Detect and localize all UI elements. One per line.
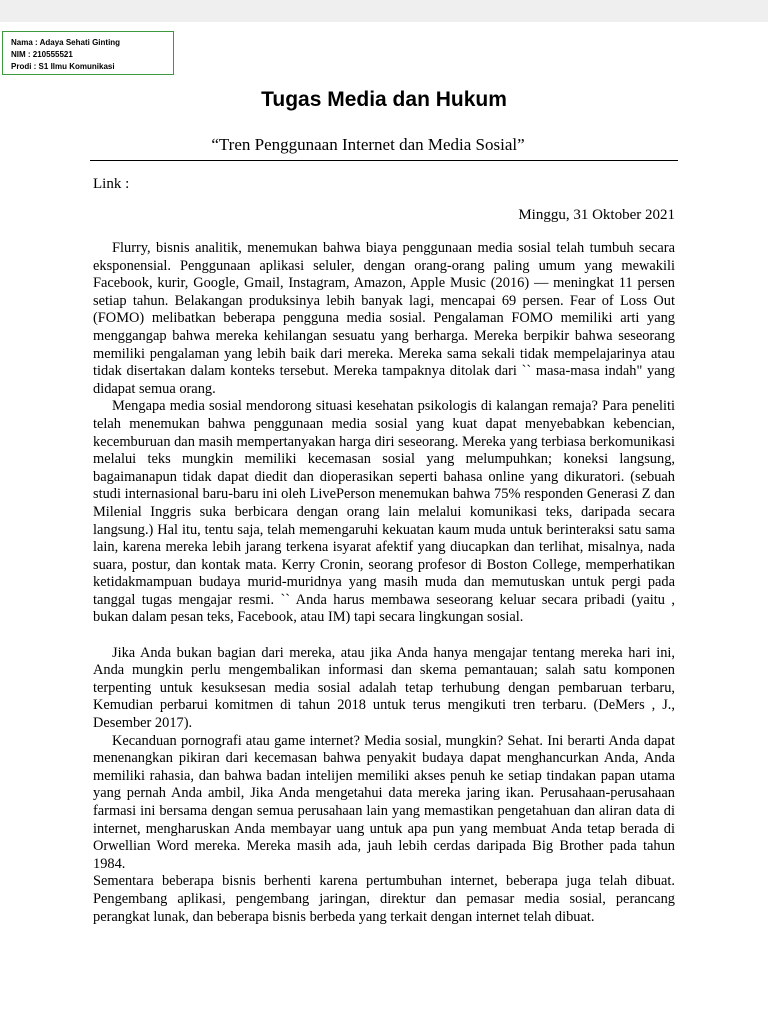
document-subtitle: “Tren Penggunaan Internet dan Media Sosial” [211,135,525,154]
link-label: Link : [93,176,130,192]
student-info-box [2,31,174,75]
document-body [93,240,675,926]
paragraph-4: Kecanduan pornografi atau game internet? Media sosial, mungkin? Sehat. Ini berarti Anda dapat menenangkan pikiran dari kecemasan bahwa penyakit budaya dapat menghancurkan Anda, Anda memiliki rahasia, dan bahwa badan intelijen memiliki akses penuh ke setiap tindakan papan utama yang pernah Anda ambil, Jika Anda mengetahui data mereka jaring ikan. Perusahaan-perusahaan farmasi ini bersama dengan semua perusahaan lain yang memastikan pengetahuan dan aliran data di internet, mengharuskan Anda membayar uang untuk apa pun yang membuat Anda tetap berada di Orwellian Word mereka. Mereka masih ada, jauh lebih cerdas daripada Big Brother pada tahun 1984. [93,732,675,872]
viewer-top-bar [0,0,768,22]
paragraph-3: Jika Anda bukan bagian dari mereka, atau jika Anda hanya mengajar tentang mereka hari ini, Anda mungkin perlu mengembalikan informasi dan skema pemantauan; salah satu komponen terpenting untuk kesuksesan media sosial adalah tetap terhubung dengan pembaruan terbaru, Kemudian perbarui komitmen di tahun 2018 untuk terus mengikuti tren terbaru. (DeMers , J., Desember 2017). [93,644,675,732]
document-date: Minggu, 31 Oktober 2021 [518,207,675,223]
paragraph-1: Flurry, bisnis analitik, menemukan bahwa biaya penggunaan media sosial telah tumbuh secara eksponensial. Penggunaan aplikasi seluler, dengan orang-orang paling umum yang mewakili Facebook, kurir, Google, Gmail, Instagram, Amazon, Apple Music (2016) — meningkat 11 persen setiap tahun. Belakangan produksinya lebih banyak lagi, mencapai 69 persen. Fear of Loss Out (FOMO) melibatkan beberapa pengguna media sosial. Pengalaman FOMO memiliki arti yang menggangap bahwa mereka kehilangan sesuatu yang berharga. Mereka berpikir bahwa seseorang memiliki pengalaman yang lebih baik dari mereka. Mereka sama sekali tidak mempelajarinya atau tidak disertakan dalam konteks tersebut. Mereka tampaknya ditolak dari `` masa-masa indah" yang didapat semua orang. [93,240,675,397]
student-name: Nama : Adaya Sehati Ginting [11,38,121,47]
student-nim: NIM : 210555521 [11,50,73,59]
student-prodi: Prodi : S1 Ilmu Komunikasi [11,62,115,71]
paragraph-2: Mengapa media sosial mendorong situasi kesehatan psikologis di kalangan remaja? Para peneliti telah menemukan bahwa penggunaan media sosial yang kuat dapat menyebabkan kebencian, kecemburuan dan masih mempertanyakan harga diri seseorang. Mereka yang terbiasa berkomunikasi melalui teks mungkin memiliki kecemasan sosial yang melumpuhkan; koneksi langsung, bagaimanapun tidak dapat diedit dan dioperasikan seperti bahasa online yang dikuratori. (sebuah studi internasional baru-baru ini oleh LivePerson menemukan bahwa 75% responden Generasi Z dan Milenial Inggris suka berbicara dengan orang lain melalui komunikasi teks, daripada secara langsung.) Hal itu, tentu saja, telah memengaruhi kekuatan kaum muda untuk berinteraksi satu sama lain, karena mereka lebih jarang terkena isyarat afektif yang diucapkan dan terlihat, misalnya, nada suara, postur, dan kontak mata. Kerry Cronin, seorang profesor di Boston College, memperhatikan ketidakmampuan budaya murid-muridnya yang masih muda dan memutuskan untuk pergi pada tanggal tugas mengajar resmi. `` Anda harus membawa seseorang keluar secara pribadi (yaitu , bukan dalam pesan teks, Facebook, atau IM) tapi secara lingkungan sosial. [93,398,675,626]
title-divider [90,160,678,161]
document-title: Tugas Media dan Hukum [261,88,507,111]
paragraph-5: Sementara beberapa bisnis berhenti karena pertumbuhan internet, beberapa juga telah dibuat. Pengembang aplikasi, pengembang jaringan, direktur dan pemasar media sosial, perancang perangkat lunak, dan beberapa bisnis berbeda yang terkait dengan internet telah dibuat. [93,873,675,925]
